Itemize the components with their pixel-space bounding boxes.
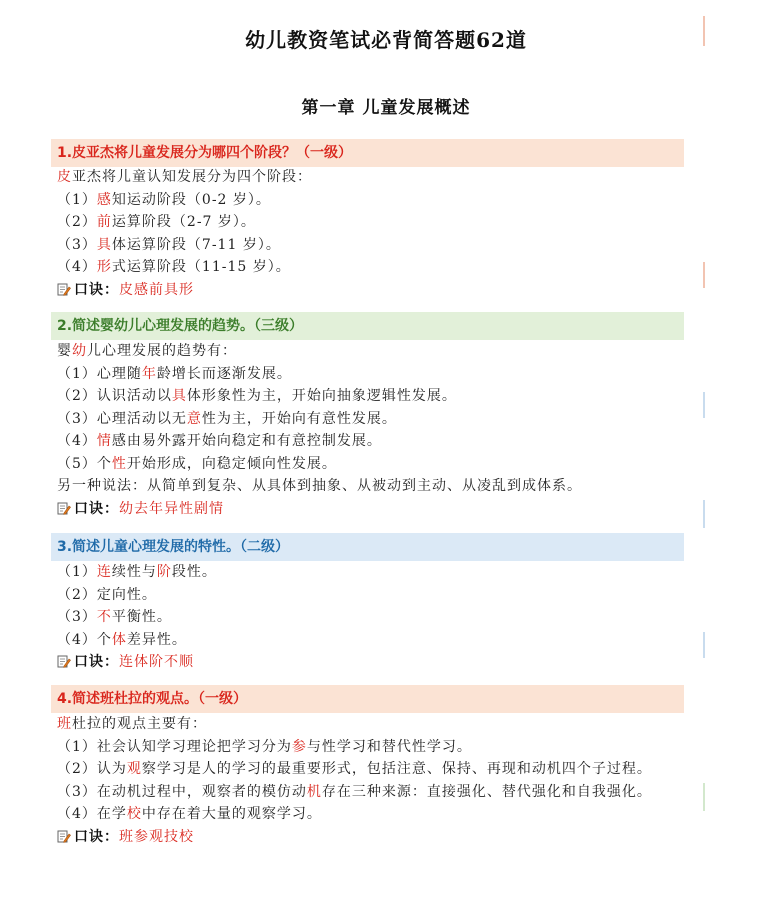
line-text: 差异性。 <box>126 631 187 648</box>
answer-line <box>57 166 682 189</box>
answer-line <box>57 736 682 759</box>
highlight-char: 性 <box>111 455 127 472</box>
highlight-char: 体 <box>111 631 127 648</box>
highlight-char: 班 <box>57 716 72 732</box>
side-mark <box>703 500 705 528</box>
answer-line <box>57 561 682 584</box>
highlight-char: 具 <box>171 388 187 404</box>
answer-line <box>57 189 682 212</box>
highlight-char: 参 <box>291 738 307 755</box>
line-text: （4） <box>57 259 97 275</box>
highlight-char: 不 <box>96 609 112 625</box>
answer-line <box>57 584 682 607</box>
mnemonic-line <box>57 279 682 302</box>
line-text: （1）心理随 <box>57 365 142 382</box>
side-mark <box>703 262 705 288</box>
mnemonic-label: 口诀： <box>74 281 119 298</box>
highlight-char: 观 <box>126 761 142 777</box>
line-text: 平衡性。 <box>111 609 172 625</box>
line-text: 性为主，开始向有意性发展。 <box>201 410 397 427</box>
line-text: （2） <box>57 214 97 230</box>
line-text: 段性。 <box>171 564 217 580</box>
answer-line <box>57 211 682 234</box>
line-text: 亚杰将儿童认知发展分为四个阶段： <box>72 169 312 185</box>
notepad-pen-icon <box>57 653 71 667</box>
highlight-char: 年 <box>141 365 157 382</box>
highlight-char: 形 <box>96 259 112 275</box>
line-text: 体形象性为主，开始向抽象逻辑性发展。 <box>186 388 457 404</box>
chapter-title: 第一章 儿童发展概述 <box>301 98 471 118</box>
line-text: 存在三种来源：直接强化、替代强化和自我强化。 <box>321 783 652 800</box>
line-text: （4） <box>57 433 97 449</box>
line-text: 另一种说法：从简单到复杂、从具体到抽象、从被动到主动、从凌乱到成体系。 <box>57 478 582 494</box>
question-heading-3: 3.简述儿童心理发展的特性。（二级） <box>51 533 684 561</box>
line-text: （3）心理活动以无 <box>57 410 187 427</box>
highlight-char: 具 <box>96 236 112 253</box>
side-mark <box>703 392 705 418</box>
answer-body-1 <box>57 166 682 301</box>
answer-body-2 <box>57 340 682 520</box>
highlight-char: 幼 <box>72 343 87 359</box>
highlight-char: 前 <box>96 214 112 230</box>
answer-line <box>57 256 682 279</box>
line-text: （1） <box>57 191 97 208</box>
side-mark <box>703 632 705 658</box>
line-text: 续性与 <box>111 564 157 580</box>
line-text: （3） <box>57 236 97 253</box>
side-mark <box>703 783 705 811</box>
line-text: （3） <box>57 609 97 625</box>
mnemonic-label: 口诀： <box>74 828 119 845</box>
answer-line <box>57 629 682 652</box>
highlight-char: 感 <box>96 191 112 208</box>
line-text: 与性学习和替代性学习。 <box>306 738 472 755</box>
mnemonic-label: 口诀： <box>74 500 119 517</box>
side-mark <box>703 16 705 46</box>
highlight-char: 校 <box>126 806 142 822</box>
highlight-char: 连 <box>96 564 112 580</box>
highlight-char: 情 <box>96 433 112 449</box>
mnemonic-text: 幼去年异性剧情 <box>119 500 224 517</box>
mnemonic-text: 皮感前具形 <box>119 281 194 298</box>
line-text: （2）定向性。 <box>57 586 157 603</box>
line-text: （2）认为 <box>57 761 127 777</box>
mnemonic-line <box>57 826 682 849</box>
line-text: 运算阶段（2-7 岁）。 <box>111 214 256 230</box>
line-text: 知运动阶段（0-2 岁）。 <box>111 191 271 208</box>
line-text: 婴 <box>57 343 72 359</box>
line-text: （3）在动机过程中，观察者的模仿动 <box>57 783 307 800</box>
line-text: （4）个 <box>57 631 112 648</box>
line-text: 杜拉的观点主要有： <box>72 716 207 732</box>
line-text: （4）在学 <box>57 806 127 822</box>
notepad-pen-icon <box>57 281 71 295</box>
answer-line <box>57 758 682 781</box>
line-text: 体运算阶段（7-11 岁）。 <box>111 236 281 253</box>
line-text: （1） <box>57 564 97 580</box>
highlight-char: 意 <box>186 410 202 427</box>
answer-line <box>57 606 682 629</box>
line-text: 感由易外露开始向稳定和有意控制发展。 <box>111 433 382 449</box>
answer-line <box>57 234 682 257</box>
answer-line <box>57 713 682 736</box>
question-heading-2: 2.简述婴幼儿心理发展的趋势。（三级） <box>51 312 684 340</box>
mnemonic-line <box>57 498 682 521</box>
notepad-pen-icon <box>57 500 71 514</box>
mnemonic-label: 口诀： <box>74 654 119 670</box>
line-text: 开始形成，向稳定倾向性发展。 <box>126 455 337 472</box>
mnemonic-line <box>57 651 682 674</box>
question-heading-1: 1.皮亚杰将儿童发展分为哪四个阶段？（一级） <box>51 139 684 167</box>
mnemonic-text: 连体阶不顺 <box>119 654 194 670</box>
document-title: 幼儿教资笔试必背简答题62道 <box>245 28 527 52</box>
answer-line <box>57 453 682 476</box>
highlight-char: 机 <box>306 783 322 800</box>
answer-line <box>57 781 682 804</box>
line-text: 察学习是人的学习的最重要形式，包括注意、保持、再现和动机四个子过程。 <box>141 761 652 777</box>
mnemonic-text: 班参观技校 <box>119 828 194 845</box>
line-text: 中存在着大量的观察学习。 <box>141 806 322 822</box>
line-text: （5）个 <box>57 455 112 472</box>
line-text: （1）社会认知学习理论把学习分为 <box>57 738 292 755</box>
answer-line <box>57 408 682 431</box>
answer-body-3 <box>57 561 682 674</box>
line-text: 儿心理发展的趋势有： <box>87 343 237 359</box>
answer-line <box>57 385 682 408</box>
answer-line <box>57 803 682 826</box>
answer-line <box>57 340 682 363</box>
question-heading-4: 4.简述班杜拉的观点。（一级） <box>51 685 684 713</box>
answer-body-4 <box>57 713 682 848</box>
line-text: 式运算阶段（11-15 岁）。 <box>111 259 291 275</box>
line-text: （2）认识活动以 <box>57 388 172 404</box>
answer-line <box>57 475 682 498</box>
highlight-char: 阶 <box>156 564 172 580</box>
answer-line <box>57 363 682 386</box>
answer-line <box>57 430 682 453</box>
notepad-pen-icon <box>57 828 71 842</box>
highlight-char: 皮 <box>57 169 72 185</box>
line-text: 龄增长而逐渐发展。 <box>156 365 292 382</box>
